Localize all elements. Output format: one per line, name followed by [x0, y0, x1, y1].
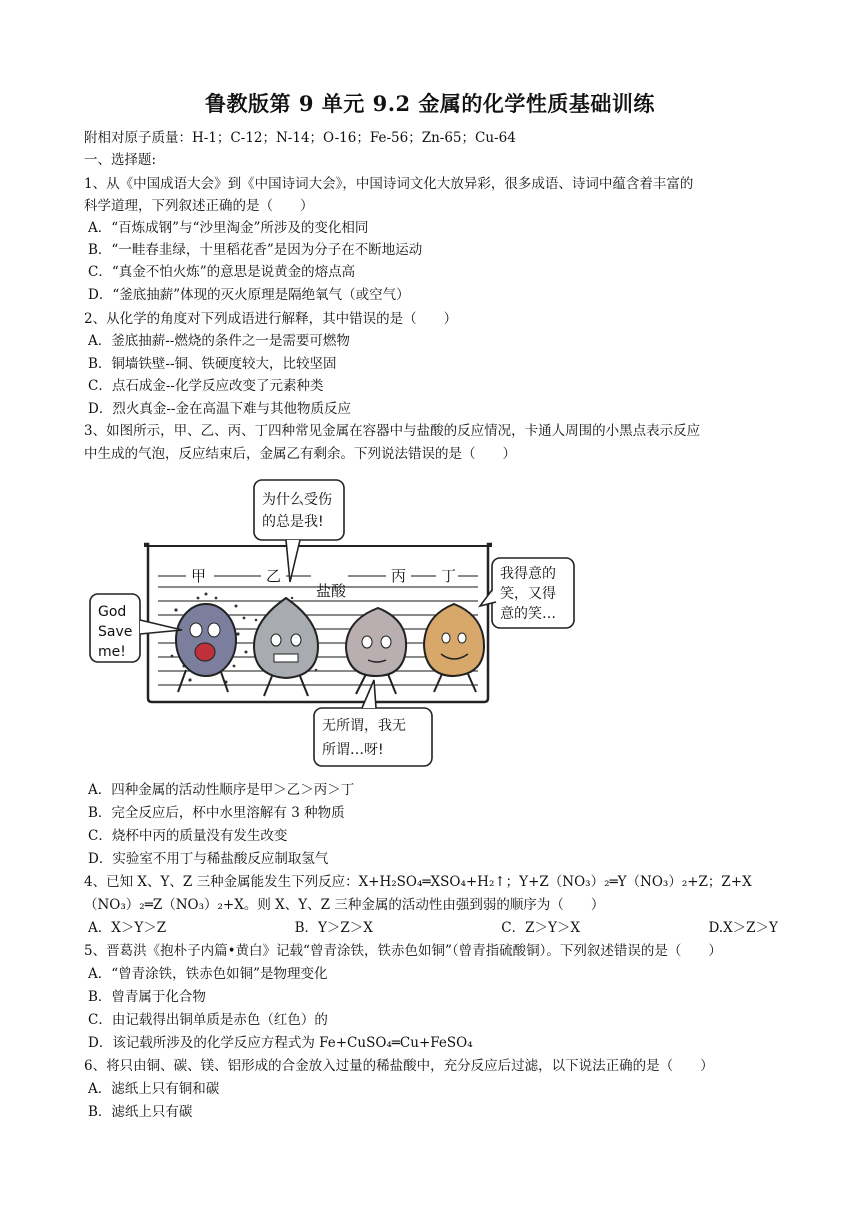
svg-text:笑，又得: 笑，又得 [500, 586, 556, 602]
q1-stem-line2: 科学道理，下列叙述正确的是（ ） [84, 198, 314, 214]
q4-stem-line1: 4、已知 X、Y、Z 三种金属能发生下列反应：X+H₂SO₄═XSO₄+H₂↑；Y+Z（NO₃）₂═Y（NO₃）₂+Z；Z+X [84, 874, 752, 890]
q1-stem-line1: 1、从《中国成语大会》到《中国诗词大会》，中国诗词文化大放异彩，很多成语、诗词中蕴含着丰富的 [84, 176, 694, 192]
q4-options [88, 918, 778, 938]
label-ding: 丁 [441, 567, 457, 585]
q5-stem: 5、晋葛洪《抱朴子内篇•黄白》记载“曾青涂铁，铁赤色如铜”（曾青指硫酸铜）。下列叙述错误的是（ ） [84, 943, 722, 959]
metal-bing-character [346, 608, 406, 694]
label-hydrochloric-acid: 盐酸 [316, 582, 347, 600]
svg-text:意的笑…: 意的笑… [500, 606, 556, 622]
q4-option-c: C．Z＞Y＞X [501, 920, 581, 936]
q4-option-d: D.X＞Z＞Y [708, 920, 778, 936]
q5-option-c: C．由记载得出铜单质是赤色（红色）的 [88, 1012, 328, 1028]
speech-bubble-bottom [314, 680, 432, 766]
label-jia: 甲 [191, 567, 207, 585]
q4-option-b: B．Y＞Z＞X [294, 920, 373, 936]
q1-option-a: A．“百炼成钢”与“沙里淘金”所涉及的变化相同 [88, 220, 369, 236]
q3-option-c: C．烧杯中丙的质量没有发生改变 [88, 828, 288, 844]
speech-bubble-left [90, 594, 182, 662]
svg-text:God: God [98, 604, 127, 620]
label-yi: 乙 [266, 567, 282, 585]
q3-option-d: D．实验室不用丁与稀盐酸反应制取氢气 [88, 851, 329, 867]
q3-stem-line1: 3、如图所示，甲、乙、丙、丁四种常见金属在容器中与盐酸的反应情况，卡通人周围的小黑点表示反应 [84, 423, 701, 439]
q1-option-d: D．“釜底抽薪”体现的灭火原理是隔绝氧气（或空气） [88, 287, 410, 303]
metal-ding-character [424, 604, 484, 692]
svg-text:me!: me! [98, 644, 126, 660]
q6-option-a: A．滤纸上只有铜和碳 [88, 1081, 220, 1097]
q5-option-b: B．曾青属于化合物 [88, 989, 206, 1005]
q2-option-a: A．釜底抽薪--燃烧的条件之一是需要可燃物 [88, 333, 350, 349]
document-title: 鲁教版第 9 单元 9.2 金属的化学性质基础训练 [205, 91, 655, 116]
svg-text:Save: Save [98, 624, 133, 640]
metal-jia-character [176, 604, 236, 692]
svg-text:无所谓，我无: 无所谓，我无 [322, 718, 406, 734]
q2-option-d: D．烈火真金--金在高温下难与其他物质反应 [88, 401, 351, 417]
q2-stem: 2、从化学的角度对下列成语进行解释，其中错误的是（ ） [84, 311, 458, 327]
svg-text:的总是我!: 的总是我! [262, 514, 324, 530]
q1-option-c: C．“真金不怕火炼”的意思是说黄金的熔点高 [88, 264, 356, 280]
q3-option-a: A．四种金属的活动性顺序是甲＞乙＞丙＞丁 [88, 782, 355, 798]
speech-bubble-right [480, 558, 574, 628]
svg-text:所谓…呀!: 所谓…呀! [322, 742, 384, 758]
metal-yi-character [254, 598, 318, 696]
atomic-masses: 附相对原子质量：H-1；C-12；N-14；O-16；Fe-56；Zn-65；Cu-64 [84, 130, 516, 146]
svg-text:我得意的: 我得意的 [500, 566, 556, 582]
q3-option-b: B．完全反应后，杯中水里溶解有 3 种物质 [88, 805, 345, 821]
q2-option-c: C．点石成金--化学反应改变了元素种类 [88, 378, 324, 394]
q4-option-a: A．X＞Y＞Z [88, 920, 167, 936]
q5-option-a: A．“曾青涂铁，铁赤色如铜”是物理变化 [88, 966, 328, 982]
q1-option-b: B．“一畦春韭绿，十里稻花香”是因为分子在不断地运动 [88, 242, 423, 258]
svg-text:为什么受伤: 为什么受伤 [262, 492, 332, 508]
q6-option-b: B．滤纸上只有碳 [88, 1104, 193, 1120]
q2-option-b: B．铜墙铁壁--铜、铁硬度较大，比较坚固 [88, 356, 337, 372]
q5-option-d: D．该记载所涉及的化学反应方程式为 Fe+CuSO₄═Cu+FeSO₄ [88, 1035, 473, 1051]
section-heading: 一、选择题: [84, 152, 157, 168]
q4-stem-line2: （NO₃）₂═Z（NO₃）₂+X。则 X、Y、Z 三种金属的活动性由强到弱的顺序为（ ） [84, 897, 605, 913]
q6-stem: 6、将只由铜、碳、镁、铝形成的合金放入过量的稀盐酸中，充分反应后过滤，以下说法正确的是（ ） [84, 1058, 714, 1074]
q3-stem-line2: 中生成的气泡，反应结束后，金属乙有剩余。下列说法错误的是（ ） [84, 446, 516, 462]
label-bing: 丙 [391, 567, 407, 585]
beaker-illustration [86, 470, 586, 770]
